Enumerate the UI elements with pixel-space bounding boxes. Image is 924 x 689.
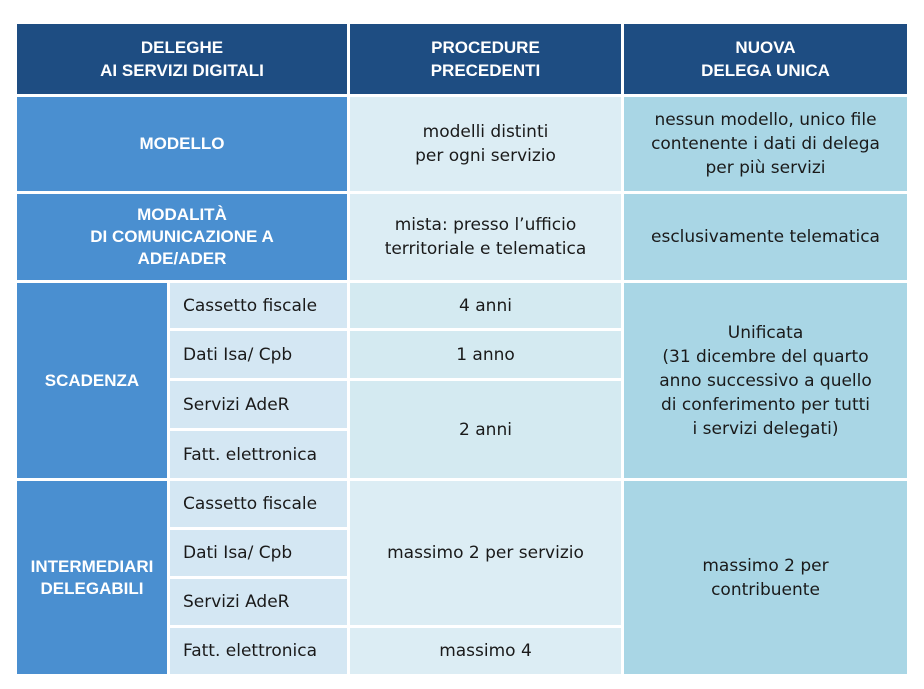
scadenza-service-cassetto: Cassetto fiscale — [170, 283, 347, 328]
intermediari-prev-massimo-servizio: massimo 2 per servizio — [350, 481, 621, 625]
header-col-nuova-delega: NUOVA DELEGA UNICA — [624, 24, 907, 94]
modello-nuova-delega: nessun modello, unico file contenente i dati di delega per più servizi — [624, 97, 907, 191]
header-col-deleghe: DELEGHE AI SERVIZI DIGITALI — [17, 24, 347, 94]
intermediari-nuova-delega: massimo 2 per contribuente — [624, 481, 907, 674]
scadenza-service-isa: Dati Isa/ Cpb — [170, 331, 347, 378]
modalita-nuova-delega: esclusivamente telematica — [624, 194, 907, 280]
row-label-scadenza: SCADENZA — [17, 283, 167, 478]
row-label-intermediari: INTERMEDIARI DELEGABILI — [17, 481, 167, 674]
intermediari-service-ader: Servizi AdeR — [170, 579, 347, 625]
intermediari-service-isa: Dati Isa/ Cpb — [170, 530, 347, 576]
scadenza-nuova-delega: Unificata (31 dicembre del quarto anno successivo a quello di conferimento per tutti i servizi delegati) — [624, 283, 907, 478]
scadenza-service-fatt: Fatt. elettronica — [170, 431, 347, 478]
intermediari-service-fatt: Fatt. elettronica — [170, 628, 347, 674]
intermediari-prev-massimo-4: massimo 4 — [350, 628, 621, 674]
modalita-procedure-precedenti: mista: presso l’ufficio territoriale e telematica — [350, 194, 621, 280]
scadenza-prev-cassetto: 4 anni — [350, 283, 621, 328]
row-label-modello: MODELLO — [17, 97, 347, 191]
row-label-modalita: MODALITÀ DI COMUNICAZIONE A ADE/ADER — [17, 194, 347, 280]
scadenza-prev-isa: 1 anno — [350, 331, 621, 378]
modello-procedure-precedenti: modelli distinti per ogni servizio — [350, 97, 621, 191]
intermediari-service-cassetto: Cassetto fiscale — [170, 481, 347, 527]
scadenza-service-ader: Servizi AdeR — [170, 381, 347, 428]
scadenza-prev-ader-fatt: 2 anni — [350, 381, 621, 478]
header-col-procedure-precedenti: PROCEDURE PRECEDENTI — [350, 24, 621, 94]
